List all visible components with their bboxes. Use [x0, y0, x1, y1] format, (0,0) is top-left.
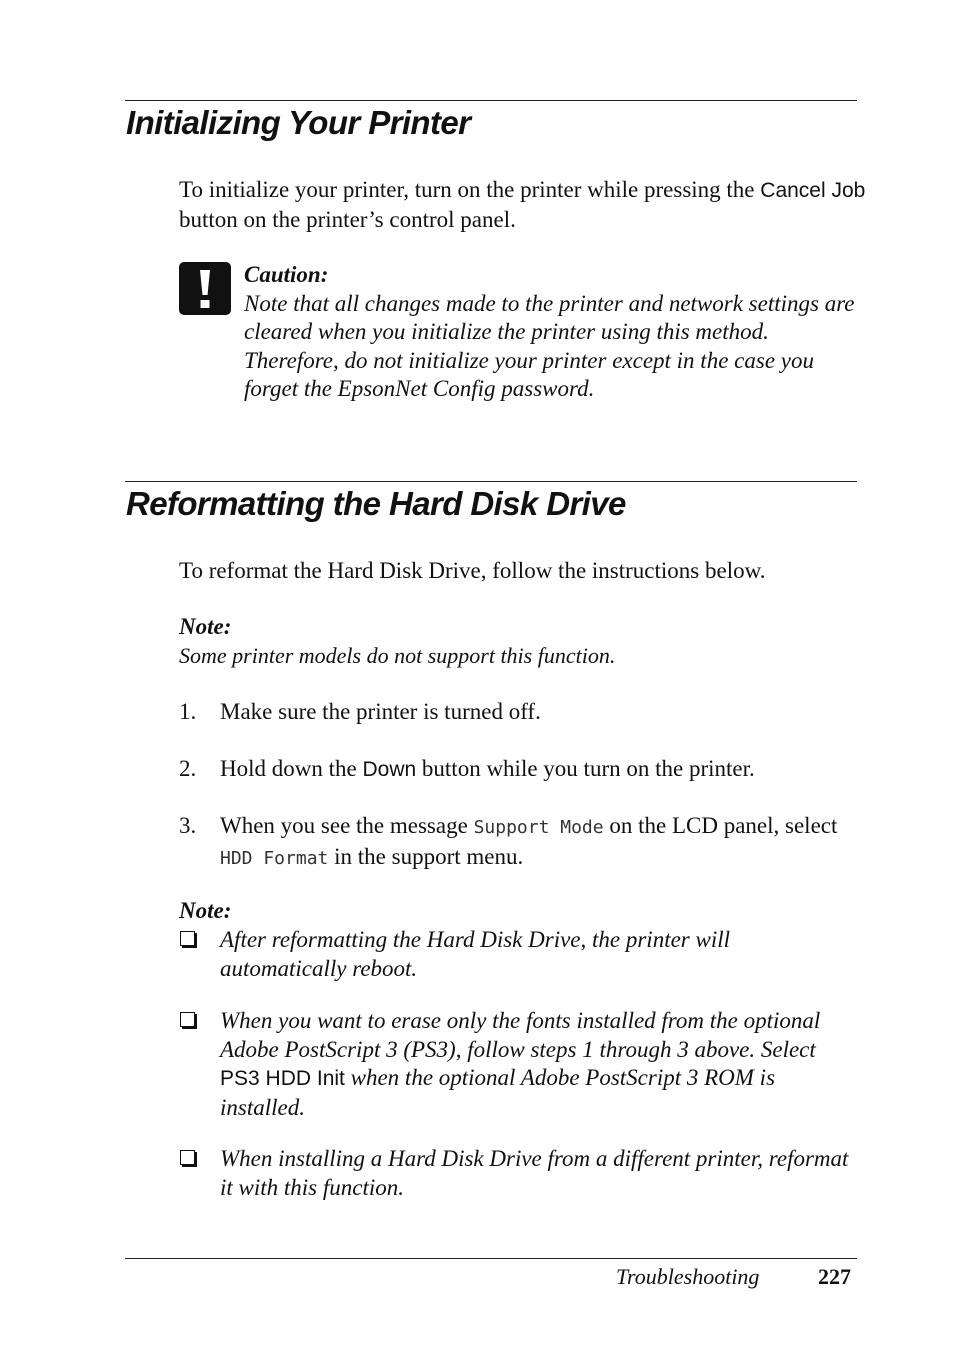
step-text-middle: on the LCD panel, select: [603, 813, 838, 838]
step-text-before: When you see the message: [220, 813, 474, 838]
step-text: Make sure the printer is turned off.: [220, 699, 541, 724]
step-number: 3.: [179, 813, 197, 838]
caution-icon: [179, 262, 231, 315]
checkbox-bullet-icon: [180, 1012, 195, 1027]
intro-text-after: button on the printer’s control panel.: [179, 206, 516, 232]
lcd-message-hdd-format: HDD Format: [220, 847, 329, 869]
caution-block: [244, 261, 864, 404]
step-text: [220, 812, 860, 873]
note-text: Some printer models do not support this function.: [179, 643, 616, 668]
intro-text-before: To initialize your printer, turn on the printer while pressing the: [179, 177, 761, 202]
section-title-reformatting: Reformatting the Hard Disk Drive: [126, 485, 626, 522]
checkbox-bullet-icon: [180, 931, 195, 946]
ps3-hdd-init-option: PS3 HDD Init: [220, 1067, 345, 1090]
step-text: [220, 755, 860, 785]
footer-rule: [125, 1258, 857, 1259]
caution-label: Caution:: [244, 262, 329, 287]
step-text-after: button while you turn on the printer.: [416, 756, 755, 781]
bullet-text-after: when the optional Adobe PostScript 3 ROM is installed.: [220, 1065, 776, 1120]
section-rule-top: [125, 100, 857, 101]
note-label: Note:: [179, 614, 232, 639]
reformat-intro: To reformat the Hard Disk Drive, follow the instructions below.: [179, 558, 766, 583]
step-text-after: in the support menu.: [328, 843, 524, 869]
page-number: 227: [818, 1264, 851, 1289]
step-number: 2.: [179, 756, 197, 781]
section-title-initializing: Initializing Your Printer: [126, 104, 471, 141]
step-text-before: Hold down the: [220, 756, 363, 781]
exclamation-icon: [179, 262, 231, 315]
initialize-instructions: [179, 176, 869, 234]
caution-text: Note that all changes made to the printer and network settings are cleared when you initialize the printer using this method. Therefore, do not initialize your printer except in the case you forget the EpsonNet Config password.: [244, 290, 855, 401]
bullet-text: When installing a Hard Disk Drive from a different printer, reformat it with this function.: [220, 1146, 849, 1200]
section-rule-reformat: [125, 481, 857, 482]
down-button-name: Down: [362, 758, 417, 781]
bullet-text: [220, 1007, 860, 1122]
note-label: Note:: [179, 898, 232, 923]
lcd-message-support-mode: Support Mode: [473, 817, 604, 838]
bullet-text-before: When you want to erase only the fonts installed from the optional Adobe PostScript 3 (PS3), follow steps 1 through 3 above. Select: [220, 1008, 821, 1062]
footer-section-name: Troubleshooting: [616, 1264, 760, 1289]
cancel-job-button-name: Cancel Job: [760, 179, 866, 202]
bullet-text: After reformatting the Hard Disk Drive, the printer will automatically reboot.: [220, 927, 730, 981]
step-number: 1.: [179, 699, 197, 724]
checkbox-bullet-icon: [180, 1150, 195, 1165]
